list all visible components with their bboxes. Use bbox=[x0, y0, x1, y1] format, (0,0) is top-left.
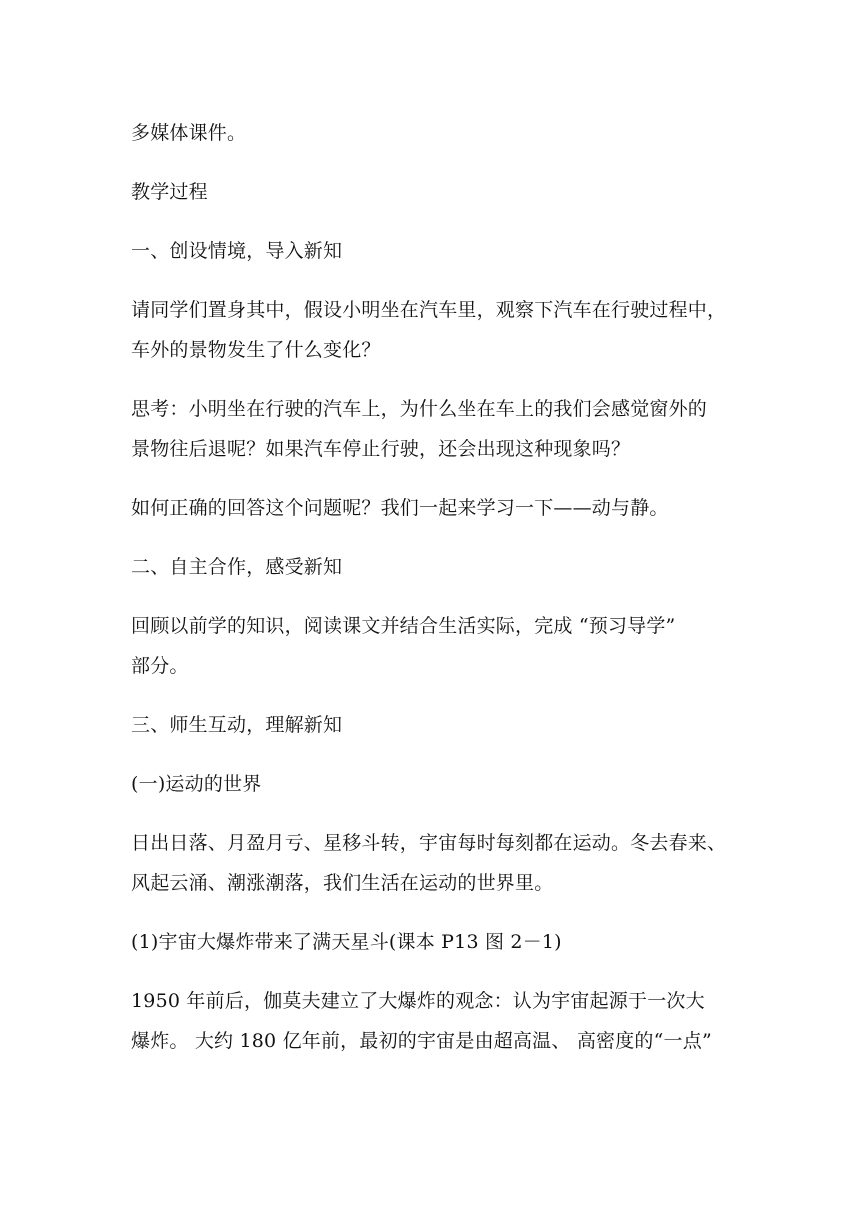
text-line: 一、创设情境，导入新知 bbox=[131, 240, 343, 262]
text-line: (一)运动的世界 bbox=[131, 773, 262, 795]
text-line: 日出日落、月盈月亏、星移斗转，宇宙每时每刻都在运动。冬去春来、 bbox=[131, 832, 727, 854]
text-line: 部分。 bbox=[131, 655, 189, 677]
paragraph-scenario bbox=[131, 290, 731, 370]
text-line: 思考：小明坐在行驶的汽车上，为什么坐在车上的我们会感觉窗外的 bbox=[131, 398, 708, 420]
text-line: 多媒体课件。 bbox=[131, 122, 247, 144]
heading-section-1 bbox=[131, 231, 731, 271]
text-line: 1950 年前后，伽莫夫建立了大爆炸的观念：认为宇宙起源于一次大 bbox=[131, 990, 705, 1012]
text-line: 风起云涌、潮涨潮落，我们生活在运动的世界里。 bbox=[131, 872, 554, 894]
text-line: 三、师生互动，理解新知 bbox=[131, 714, 343, 736]
subheading-moving-world bbox=[131, 764, 731, 804]
text-line: 请同学们置身其中，假设小明坐在汽车里，观察下汽车在行驶过程中， bbox=[131, 299, 727, 321]
item-big-bang bbox=[131, 922, 731, 962]
text-line: 如何正确的回答这个问题呢？我们一起来学习一下——动与静。 bbox=[131, 497, 669, 519]
text-line: 二、自主合作，感受新知 bbox=[131, 556, 343, 578]
text-line: 教学过程 bbox=[131, 181, 208, 203]
heading-section-3 bbox=[131, 705, 731, 745]
paragraph-question bbox=[131, 488, 731, 528]
paragraph-gamow bbox=[131, 981, 731, 1061]
document-body bbox=[131, 113, 731, 1080]
paragraph-motion bbox=[131, 823, 731, 903]
heading-teaching-process bbox=[131, 172, 731, 212]
paragraph-review bbox=[131, 606, 731, 686]
paragraph-materials bbox=[131, 113, 731, 153]
text-line: (1)宇宙大爆炸带来了满天星斗(课本 P13 图 2－1) bbox=[131, 931, 562, 953]
paragraph-thinking bbox=[131, 389, 731, 469]
text-line: 爆炸。 大约 180 亿年前，最初的宇宙是由超高温、 高密度的“一点” bbox=[131, 1030, 712, 1052]
text-line: 车外的景物发生了什么变化？ bbox=[131, 339, 381, 361]
text-line: 景物往后退呢？如果汽车停止行驶，还会出现这种现象吗？ bbox=[131, 438, 631, 460]
text-line: 回顾以前学的知识，阅读课文并结合生活实际，完成 “预习导学” bbox=[131, 615, 676, 637]
heading-section-2 bbox=[131, 547, 731, 587]
